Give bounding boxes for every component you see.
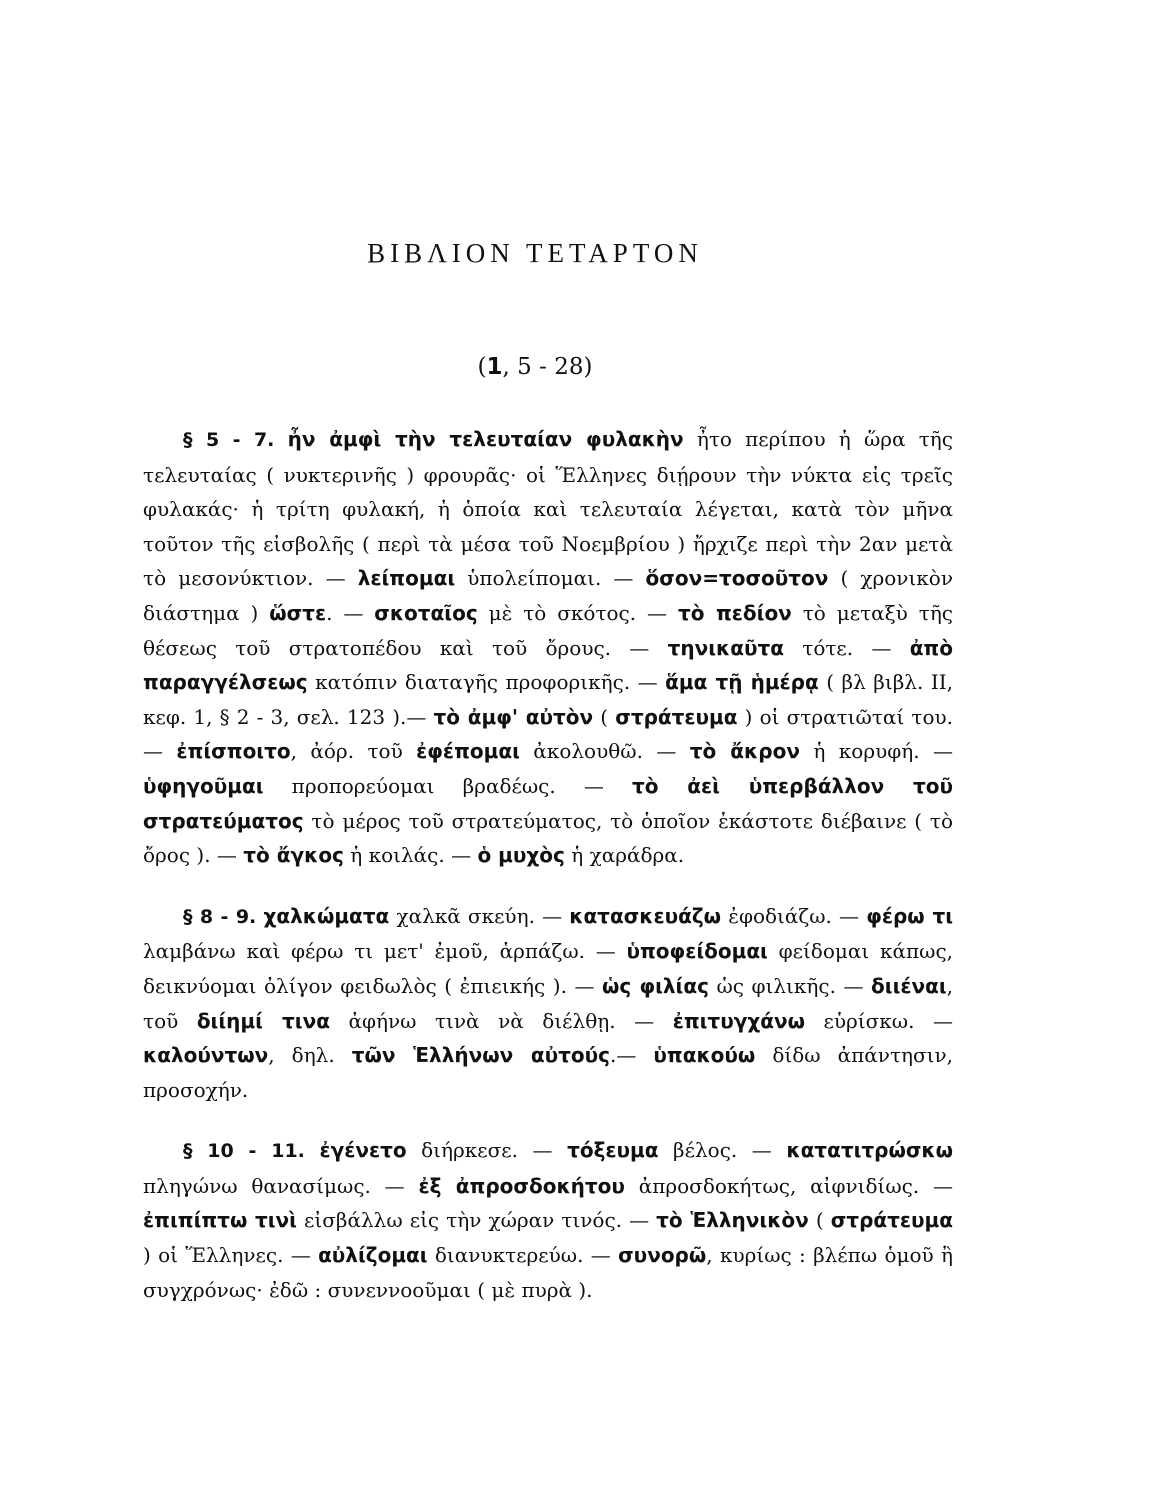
lemma-term: ὡς φιλίας: [602, 973, 709, 998]
lemma-term: καλούντων: [143, 1043, 269, 1068]
gloss-text: λαμβάνω καὶ φέρω τι μετ' ἐμοῦ, ἁρπάζω. —: [143, 939, 627, 964]
gloss-text: ) οἱ Ἕλληνες. —: [143, 1243, 319, 1268]
gloss-text: τὸ μεταξὺ τῆς θέσεως τοῦ στρατοπέδου καὶ τοῦ ὄρους. —: [143, 600, 954, 660]
gloss-text: .—: [610, 1043, 654, 1068]
gloss-text: , τοῦ: [143, 973, 954, 1033]
gloss-text: ἀπροσδοκήτως, αἰφνιδίως. —: [624, 1173, 953, 1198]
gloss-text: ἀκολουθῶ. —: [519, 739, 690, 764]
gloss-text: βέλος. —: [658, 1138, 787, 1163]
gloss-text: (: [808, 1208, 831, 1233]
gloss-text: , ἀόρ. τοῦ: [290, 739, 417, 764]
lemma-term: κατατιτρώσκω: [786, 1138, 953, 1163]
lemma-term: τὸ ἀμφ' αὐτὸν: [433, 704, 594, 729]
gloss-text: ἀφήνω τινὰ νὰ διέλθῃ. —: [329, 1008, 673, 1033]
lemma-term: ἀπὸ παραγγέλσεως: [143, 635, 953, 695]
lemma-term: ὑποφείδομαι: [626, 939, 768, 964]
gloss-text: διανυκτερεύω. —: [427, 1243, 619, 1268]
gloss-text: ἡ κοιλάς. —: [343, 843, 478, 868]
section-number: § 5 - 7.: [183, 429, 275, 451]
gloss-text: δίδω ἀπάντησιν, προσοχήν.: [143, 1043, 953, 1102]
lemma-term: σκοταῖος: [374, 600, 478, 625]
section-number: § 8 - 9.: [183, 905, 257, 928]
book-title: ΒΙΒΛΙΟΝ ΤΕΤΑΡΤΟΝ: [367, 238, 703, 268]
gloss-text: προπορεύομαι βραδέως. —: [263, 773, 633, 798]
gloss-text: εὑρίσκω. —: [804, 1008, 953, 1033]
gloss-text: . —: [326, 600, 375, 625]
ref-close-paren: ): [583, 354, 593, 380]
lemma-term: κατασκευάζω: [569, 903, 722, 928]
lemma-term: τὸ Ἑλληνικὸν: [656, 1208, 809, 1233]
commentary-body: [143, 422, 953, 1307]
gloss-text: ) οἱ στρατιῶταί του. —: [143, 704, 954, 764]
lemma-term: τόξευμα: [567, 1138, 659, 1163]
lemma-term: ὑπακούω: [653, 1043, 756, 1068]
gloss-text: χαλκᾶ σκεύη. —: [389, 903, 570, 928]
gloss-text: φείδομαι κάπως, δεικνύομαι ὀλίγον φειδωλὸς ( ἐπιεικής ). —: [143, 939, 953, 998]
gloss-text: (: [593, 704, 616, 729]
lemma-term: ἐγένετο: [319, 1138, 407, 1163]
lemma-term: λείπομαι: [357, 566, 456, 591]
lemma-term: τηνικαῦτα: [667, 635, 784, 660]
gloss-text: κατόπιν διαταγῆς προφορικῆς. —: [307, 670, 666, 695]
lemma-term: τὸ ἄγκος: [243, 843, 344, 868]
lemma-term: ἐπίσποιτο: [176, 739, 291, 764]
gloss-text: ἡ κορυφή. —: [799, 739, 953, 764]
lemma-term: ἦν ἀμφὶ τὴν τελευταίαν φυλακὴν: [287, 427, 684, 451]
lemma-term: ἐφέπομαι: [416, 739, 520, 764]
lemma-term: συνορῶ: [618, 1243, 707, 1268]
gloss-text: εἰσβάλλω εἰς τὴν χώραν τινός. —: [296, 1208, 657, 1233]
lemma-term: φέρω τι: [866, 903, 953, 928]
commentary-paragraph: [143, 1133, 953, 1307]
ref-open-paren: (: [477, 354, 487, 380]
commentary-paragraph: [143, 422, 953, 873]
lemma-term: ἐξ ἀπροσδοκήτου: [418, 1173, 625, 1198]
lemma-term: στράτευμα: [615, 704, 738, 729]
gloss-text: μὲ τὸ σκότος. —: [477, 600, 678, 625]
lemma-term: τῶν Ἑλλήνων αὐτούς: [351, 1043, 610, 1068]
lemma-term: ἅμα τῇ ἡμέρᾳ: [665, 670, 819, 695]
gloss-text: ἦτο περίπου ἡ ὥρα τῆς τελευταίας ( νυκτερινῆς ) φρουρᾶς· οἱ Ἕλληνες διῄρουν τὴν νύκτα εἰς τρεῖς φυλακάς· ἡ τρίτη φυλακή, ἡ ὁποία καὶ τελευταία λέγεται, κατὰ τὸν μῆνα τοῦτον τῆς εἰσβολῆς ( περὶ τὰ μέσα τοῦ Νοεμβρίου ) ἤρχιζε περὶ τὴν 2αν μετὰ τὸ μεσονύκτιον. —: [143, 427, 953, 591]
chapter-reference: [0, 354, 1070, 380]
lemma-term: ἐπιτυγχάνω: [672, 1008, 805, 1033]
lemma-term: χαλκώματα: [263, 903, 390, 928]
gloss-text: ὑπολείπομαι. —: [455, 566, 646, 591]
lemma-term: διιέναι: [871, 973, 947, 998]
gloss-text: διήρκεσε. —: [406, 1138, 568, 1163]
gloss-text: ( χρονικὸν διάστημα ): [143, 566, 954, 625]
lemma-term: στράτευμα: [830, 1208, 953, 1233]
lemma-term: ὅσον=τοσοῦτον: [645, 566, 829, 591]
gloss-text: τότε. —: [783, 635, 910, 660]
gloss-text: πληγώνω θανασίμως. —: [143, 1173, 419, 1198]
gloss-text: , κυρίως : βλέπω ὁμοῦ ἢ συγχρόνως· ἐδῶ : συνεννοοῦμαι ( μὲ πυρὰ ).: [143, 1243, 953, 1302]
lemma-term: ὥστε: [269, 600, 327, 625]
gloss-text: ( βλ βιβλ. II, κεφ. 1, § 2 - 3, σελ. 123 ).—: [143, 670, 953, 729]
lemma-term: ὑφηγοῦμαι: [143, 773, 264, 798]
lemma-term: τὸ ἄκρον: [689, 739, 800, 764]
ref-range: , 5 - 28: [502, 354, 584, 380]
lemma-term: διίημί τινα: [196, 1008, 330, 1033]
lemma-term: αὐλίζομαι: [318, 1243, 428, 1268]
ref-book-number: 1: [486, 354, 503, 380]
lemma-term: ἐπιπίπτω τινὶ: [143, 1208, 297, 1233]
gloss-text: ὡς φιλικῆς. —: [708, 973, 872, 998]
gloss-text: ἐφοδιάζω. —: [721, 903, 867, 928]
gloss-text: ἡ χαράδρα.: [564, 843, 685, 868]
lemma-term: ὁ μυχὸς: [477, 843, 565, 868]
commentary-paragraph: [143, 899, 953, 1108]
gloss-text: τὸ μέρος τοῦ στρατεύματος, τὸ ὁποῖον ἑκάστοτε διέβαινε ( τὸ ὄρος ). —: [143, 808, 953, 868]
section-number: § 10 - 11.: [183, 1140, 305, 1163]
lemma-term: τὸ πεδίον: [677, 600, 792, 625]
gloss-text: , δηλ.: [268, 1043, 352, 1068]
lemma-term: τὸ ἀεὶ ὑπερβάλλον τοῦ στρατεύματος: [143, 773, 953, 833]
